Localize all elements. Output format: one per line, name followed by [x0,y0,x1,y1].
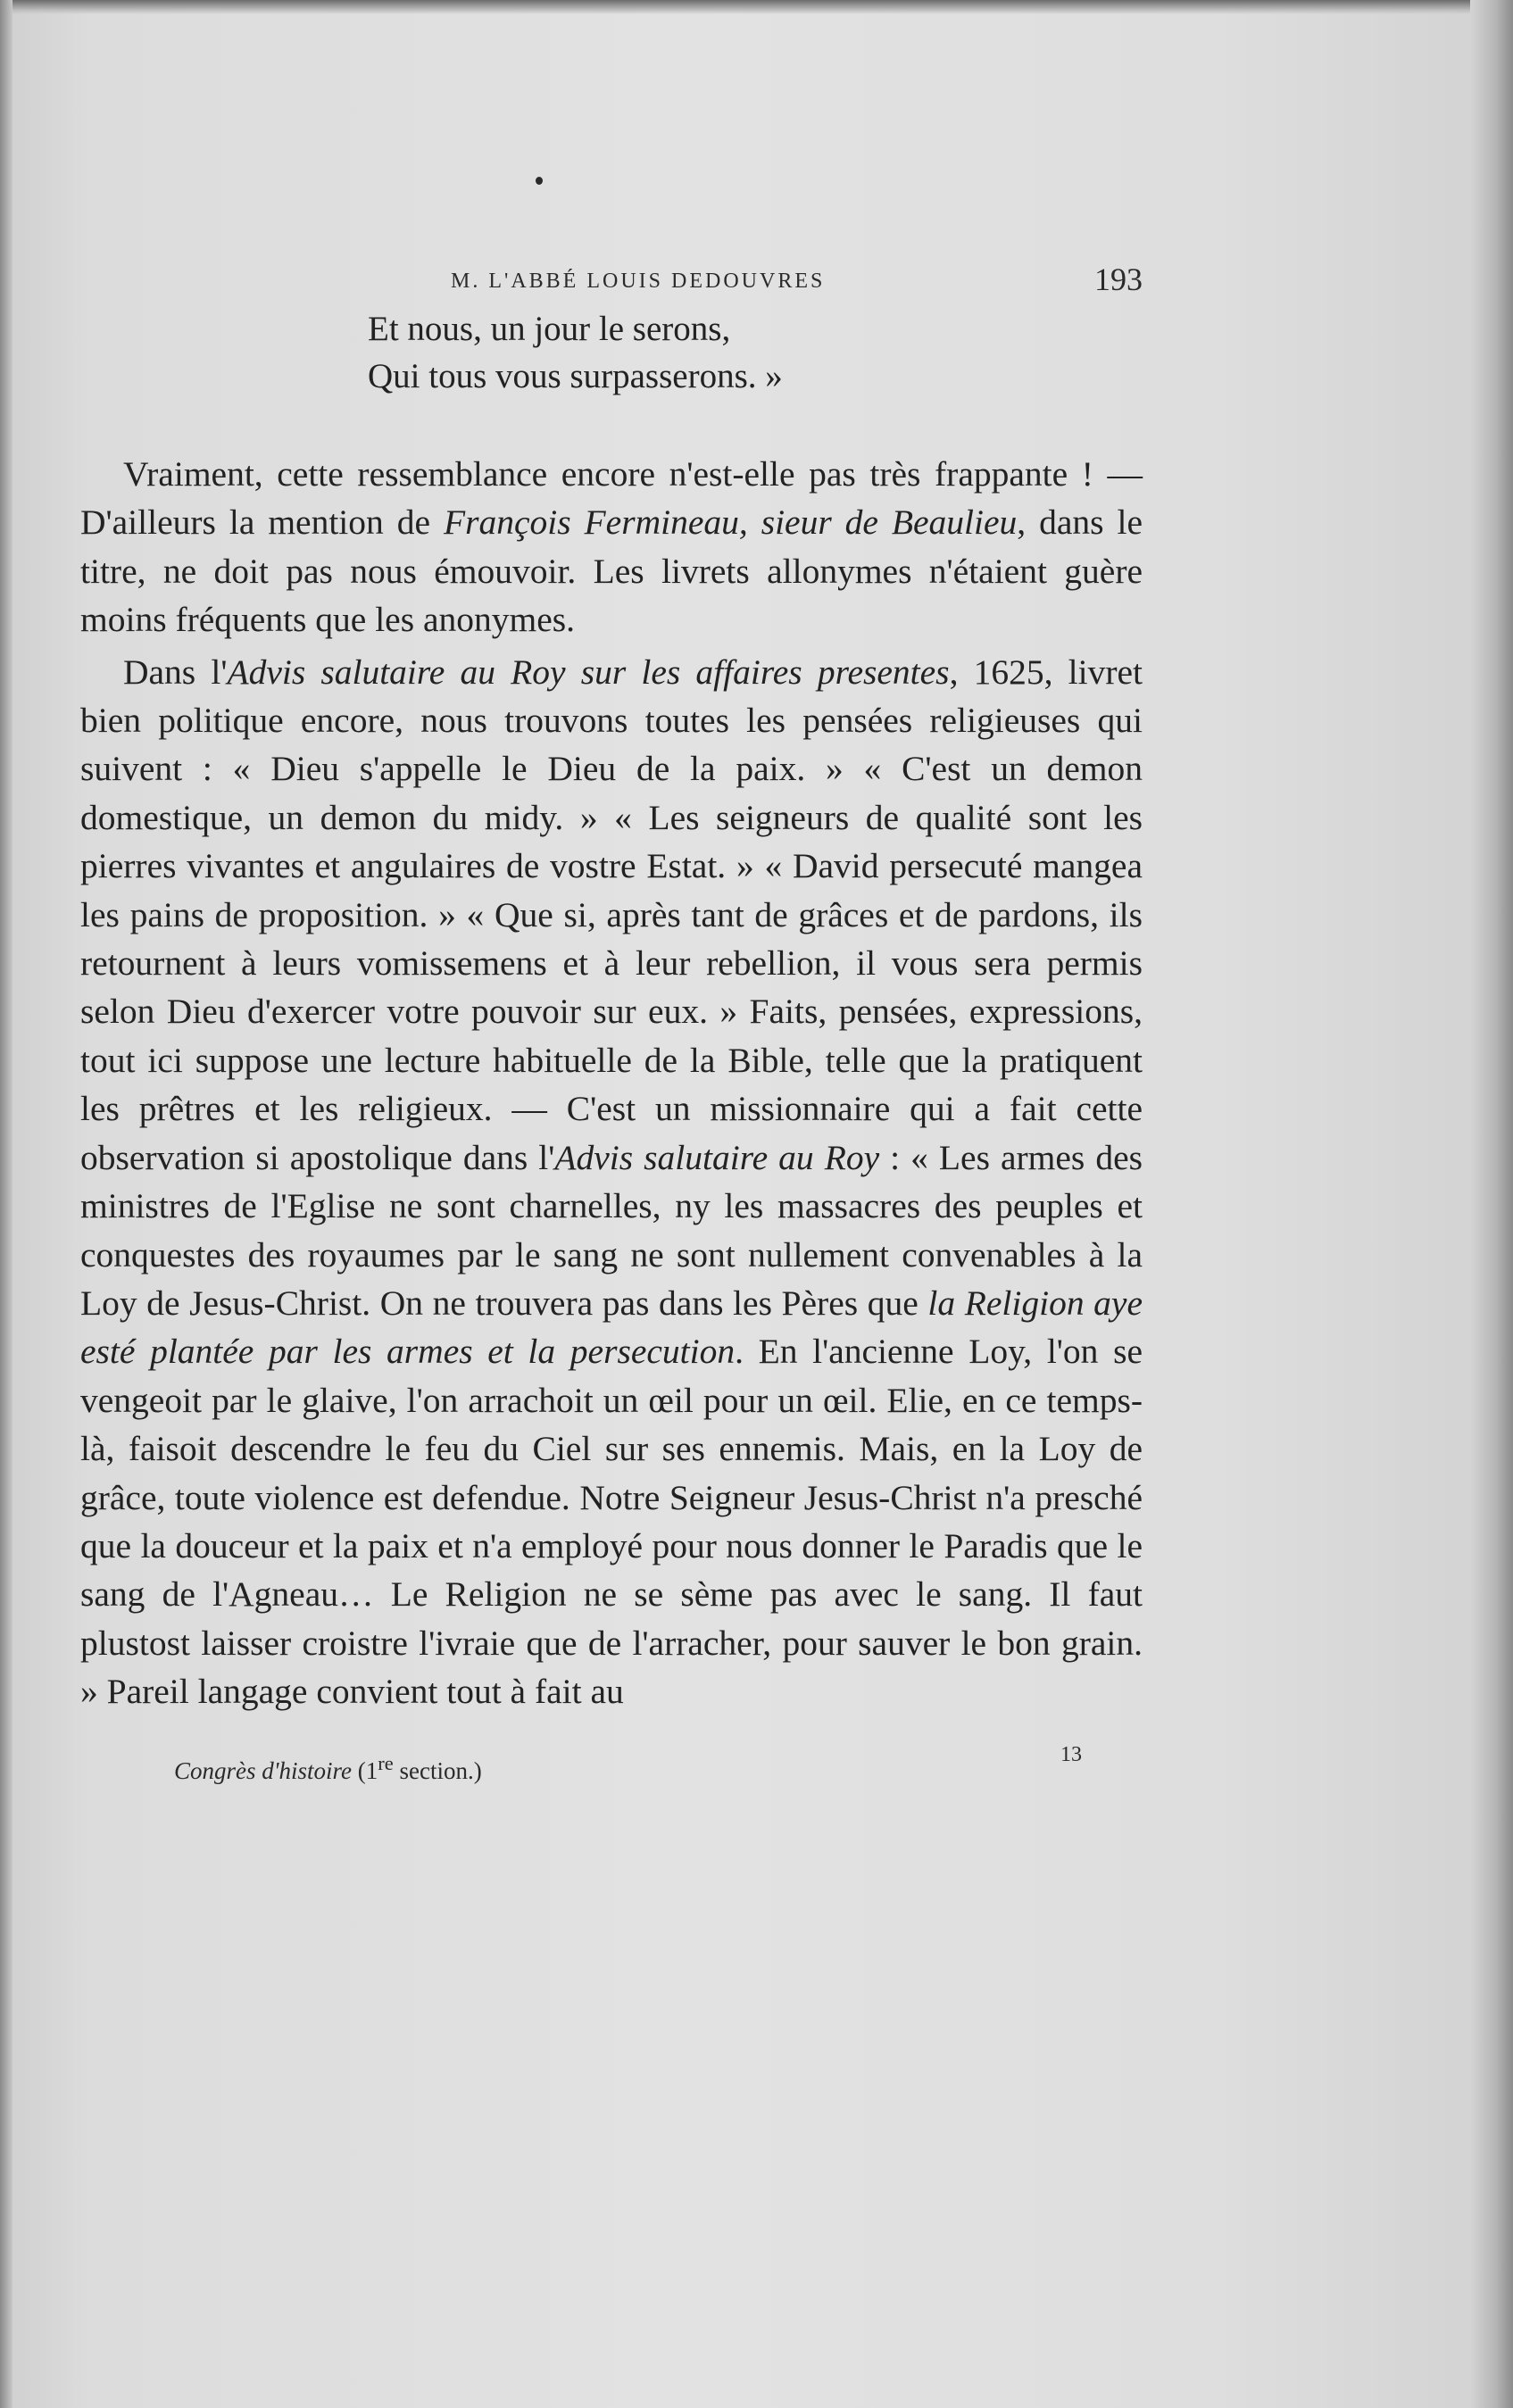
text-run: , dans le titre, ne doit pas nous émouvoir. Les livrets allonymes n'étaient guère moins fréquents que les anonymes. [80,502,1143,640]
footer-text: section.) [393,1756,482,1784]
text-run: Vraiment, cette ressemblance encore n'est-elle pas très frappante ! — D'ailleurs la mention de [80,454,1143,543]
paragraph [80,450,1143,644]
page-body [80,250,1143,1806]
signature-mark: 13 [1060,1742,1082,1766]
verse-line: Qui tous vous surpasserons. » [368,357,783,395]
italic-run: Advis salutaire au Roy sur les affaires presentes [227,652,950,692]
footer-source [174,1752,482,1785]
footer-sup: re [378,1751,394,1774]
page-footer [80,1743,1143,1806]
italic-run: Advis salutaire au Roy [554,1137,880,1177]
footer-text: (1 [352,1756,378,1784]
text-run: Dans l' [123,652,228,692]
italic-run: François Fermineau, sieur de Beaulieu [443,502,1018,543]
text-run: . En l'ancienne Loy, l'on se vengeoit par le glaive, l'on arrachoit un œil pour un œil. Elie, en ce temps-là, faisoit descendre le feu du Ciel sur ses ennemis. Mais, en la Loy de grâce, toute violence est defendue. Notre Seigneur Jesus-Christ n'a presché que la douceur et la paix et n'a employé pour nous donner le Paradis que le sang de l'Agneau… Le Religion ne se sème pas avec le sang. Il faut plustost laisser croistre l'ivraie que de l'arracher, pour sauver le bon grain. » Pareil langage convient tout à fait au [80,1332,1143,1712]
page-number: 193 [1094,262,1143,297]
text-run: : « Les armes des ministres de l'Eglise ne sont charnelles, ny les massacres des peuples et conquestes des royaumes par le sang ne sont nullement convenables à la Loy de Jesus-Christ. On ne trouvera pas dans les Pères que [80,1137,1143,1323]
running-head [80,250,1143,303]
body-text [80,450,1143,1716]
running-title: M. L'ABBÉ LOUIS DEDOUVRES [451,270,826,293]
verse-line: Et nous, un jour le serons, [368,310,731,348]
verse-quote [368,305,1143,400]
text-run: , 1625, livret bien politique encore, nous trouvons toutes les pensées religieuses qui suivent : « Dieu s'appelle le Dieu de la paix. » « C'est un demon domestique, un demon du midy. » « Les seigneurs de qualité sont les pierres vivantes et angulaires de vostre Estat. » « David persecuté mangea les pains de proposition. » « Que si, après tant de grâces et de pardons, ils retournent à leurs vomissemens et à leur rebellion, il vous sera permis selon Dieu d'exercer votre pouvoir sur eux. » Faits, pensées, expressions, tout ici suppose une lecture habituelle de la Bible, telle que la pratiquent les prêtres et les religieux. — C'est un missionnaire qui a fait cette observation si apostolique dans l' [80,652,1143,1177]
footer-italic: Congrès d'histoire [174,1756,353,1784]
scan-top-edge [0,0,1513,14]
ink-speck [536,177,543,185]
paragraph [80,648,1143,1716]
scan-left-edge [0,0,12,2408]
scan-right-edge [1470,0,1513,2408]
italic-run: la Religion aye esté plantée par les armes et la persecution [80,1283,1143,1372]
